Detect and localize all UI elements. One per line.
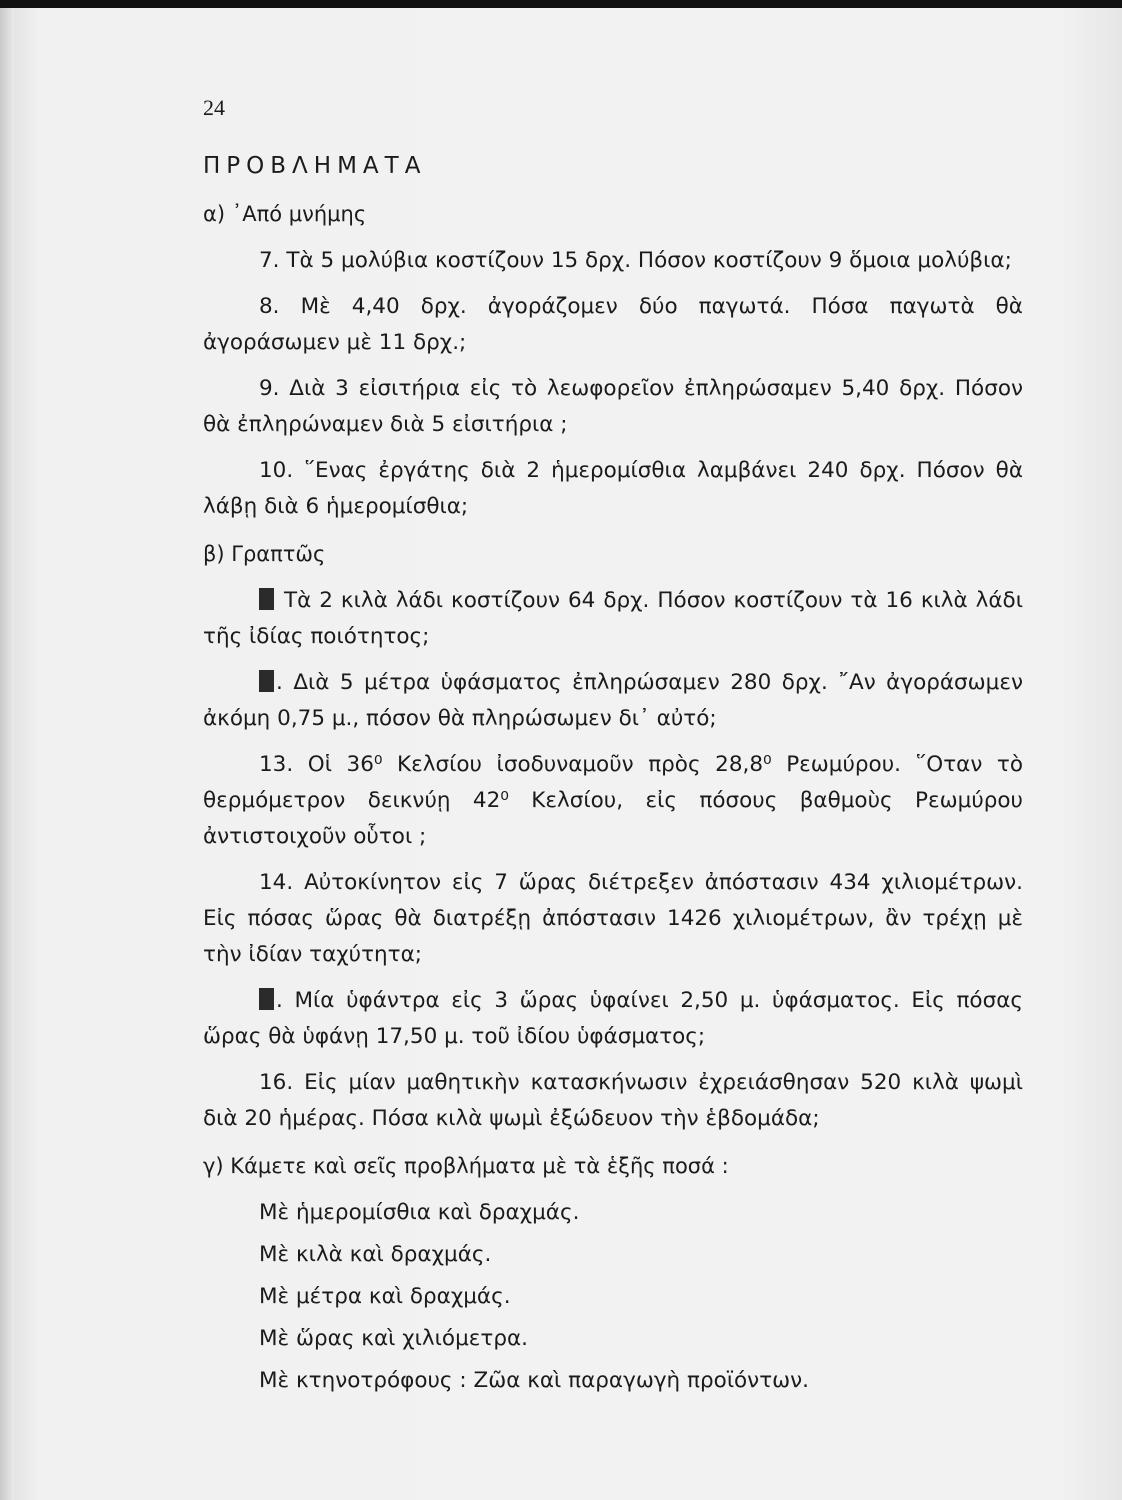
problem	[203, 243, 1023, 279]
problem-text: Μὲ 4,40 δρχ. ἀγοράζομεν δύο παγωτά. Πόσα παγωτὰ θὰ ἀγοράσωμεν μὲ 11 δρχ.;	[203, 294, 1023, 355]
problem	[203, 371, 1023, 443]
problem-text: Οἱ 36⁰ Κελσίου ἰσοδυναμοῦν πρὸς 28,8⁰ Ρεωμύρου. ῞Οταν τὸ θερμόμετρον δεικνύῃ 42⁰ Κελσίου, εἰς πόσους βαθμοὺς Ρεωμύρου ἀντιστοιχοῦν οὗτοι ;	[203, 752, 1023, 849]
page-title: ΠΡΟΒΛΗΜΑΤΑ	[203, 153, 427, 179]
page-content	[203, 95, 1023, 1405]
problem-text: Αὐτοκίνητον εἰς 7 ὥρας διέτρεξεν ἀπόστασιν 434 χιλιομέτρων. Εἰς πόσας ὥρας θὰ διατρέξῃ ἀπόστασιν 1426 χιλιομέτρων, ἂν τρέχῃ μὲ τὴν ἰδίαν ταχύτητα;	[203, 870, 1023, 967]
problem	[203, 289, 1023, 361]
problem-number: .	[276, 670, 283, 695]
problem	[203, 665, 1023, 737]
list-item: Μὲ κτηνοτρόφους : Ζῶα καὶ παραγωγὴ προϊόντων.	[259, 1368, 809, 1393]
problem-number: 13.	[259, 752, 294, 777]
problem-text: Τὰ 5 μολύβια κοστίζουν 15 δρχ. Πόσον κοστίζουν 9 ὅμοια μολύβια;	[286, 248, 1012, 273]
list-item: Μὲ κιλὰ καὶ δραχμάς.	[259, 1242, 492, 1267]
section-heading-c: γ) Κάμετε καὶ σεῖς προβλήματα μὲ τὰ ἑξῆς ποσά :	[203, 1154, 729, 1178]
list-item: Μὲ ὥρας καὶ χιλιόμετρα.	[259, 1326, 528, 1351]
problem-number: 9.	[259, 376, 280, 401]
problem	[203, 583, 1023, 655]
list-item: Μὲ μέτρα καὶ δραχμάς.	[259, 1284, 511, 1309]
problem-number: 10.	[259, 458, 294, 483]
problem-number: 16.	[259, 1070, 294, 1095]
problem-number: 8.	[259, 294, 280, 319]
problem-text: Εἰς μίαν μαθητικὴν κατασκήνωσιν ἐχρειάσθησαν 520 κιλὰ ψωμὶ διὰ 20 ἡμέρας. Πόσα κιλὰ ψωμὶ ἐξώδευον τὴν ἑβδομάδα;	[203, 1070, 1023, 1131]
problem	[203, 453, 1023, 525]
problem-text: Μία ὑφάντρα εἰς 3 ὥρας ὑφαίνει 2,50 μ. ὑφάσματος. Εἰς πόσας ὥρας θὰ ὑφάνῃ 17,50 μ. τοῦ ἰδίου ὑφάσματος;	[203, 988, 1023, 1049]
scan-left-edge	[0, 8, 14, 1500]
problem	[203, 983, 1023, 1055]
problem	[203, 1065, 1023, 1137]
problem-text: ῞Ενας ἐργάτης διὰ 2 ἡμερομίσθια λαμβάνει 240 δρχ. Πόσον θὰ λάβῃ διὰ 6 ἡμερομίσθια;	[203, 458, 1024, 519]
ink-blot-marker	[259, 670, 274, 692]
problem-text: Διὰ 5 μέτρα ὑφάσματος ἐπληρώσαμεν 280 δρχ. ῎Αν ἀγοράσωμεν ἀκόμη 0,75 μ., πόσον θὰ πληρώσωμεν δι᾿ αὐτό;	[203, 670, 1023, 731]
problem-text: Διὰ 3 εἰσιτήρια εἰς τὸ λεωφορεῖον ἐπληρώσαμεν 5,40 δρχ. Πόσον θὰ ἐπληρώναμεν διὰ 5 εἰσιτήρια ;	[203, 376, 1023, 437]
problem-number: 7.	[259, 248, 280, 273]
scan-top-border	[0, 0, 1122, 8]
problem-number: 14.	[259, 870, 294, 895]
problem	[203, 747, 1023, 855]
ink-blot-marker	[259, 988, 274, 1010]
ink-blot-marker	[259, 588, 274, 610]
problem-number: .	[276, 988, 283, 1013]
section-heading-b: β) Γραπτῶς	[203, 542, 326, 566]
problem-text: Τὰ 2 κιλὰ λάδι κοστίζουν 64 δρχ. Πόσον κοστίζουν τὰ 16 κιλὰ λάδι τῆς ἰδίας ποιότητος;	[203, 588, 1023, 649]
section-heading-a: α) ᾿Από μνήμης	[203, 202, 367, 226]
page-number: 24	[203, 95, 225, 120]
problem	[203, 865, 1023, 973]
list-item: Μὲ ἡμερομίσθια καὶ δραχμάς.	[259, 1200, 580, 1225]
